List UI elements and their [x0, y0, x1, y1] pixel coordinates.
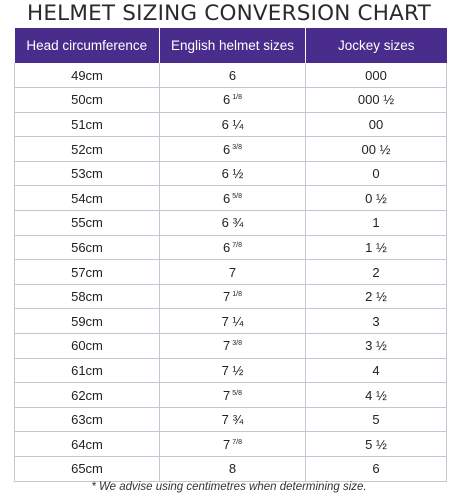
jockey-size-cell: 2 ½ — [306, 284, 447, 309]
jockey-size-cell: 1 — [306, 211, 447, 236]
head-circumference-cell: 55cm — [15, 211, 160, 236]
english-size-value: 8 — [228, 461, 237, 477]
jockey-size-cell: 5 — [306, 407, 447, 432]
head-circumference-cell: 56cm — [15, 235, 160, 260]
table-row — [15, 186, 447, 211]
english-size-value: 7 — [223, 289, 231, 305]
table-body — [15, 63, 447, 481]
table-row — [15, 112, 447, 137]
english-size-value: 7 — [223, 338, 231, 354]
head-circumference-cell: 52cm — [15, 137, 160, 162]
table-row — [15, 235, 447, 260]
english-size-value: 6 ¼ — [221, 116, 244, 132]
english-size-value: 7 ½ — [221, 362, 244, 378]
english-size-value: 7 — [223, 387, 231, 403]
english-helmet-size-cell — [160, 457, 306, 482]
column-header-english-helmet-sizes: English helmet sizes — [160, 28, 306, 63]
english-helmet-size-cell — [160, 407, 306, 432]
english-size-value: 6 — [223, 141, 231, 157]
jockey-size-cell: 1 ½ — [306, 235, 447, 260]
english-size-value: 7 ¾ — [221, 412, 244, 428]
table-row — [15, 161, 447, 186]
english-helmet-size-cell — [160, 88, 306, 113]
english-size-value: 6 ¾ — [221, 215, 244, 231]
english-size-value: 7 ¼ — [221, 313, 244, 329]
head-circumference-cell: 50cm — [15, 88, 160, 113]
head-circumference-cell: 64cm — [15, 432, 160, 457]
table-row — [15, 334, 447, 359]
english-size-value: 6 — [228, 67, 237, 83]
english-size-fraction: 5/8 — [232, 389, 242, 397]
head-circumference-cell: 61cm — [15, 358, 160, 383]
english-helmet-size-cell — [160, 186, 306, 211]
head-circumference-cell: 57cm — [15, 260, 160, 285]
sizing-table — [14, 28, 447, 482]
english-helmet-size-cell — [160, 309, 306, 334]
head-circumference-cell: 62cm — [15, 383, 160, 408]
jockey-size-cell: 3 — [306, 309, 447, 334]
english-helmet-size-cell — [160, 358, 306, 383]
english-helmet-size-cell — [160, 432, 306, 457]
english-size-value: 6 — [223, 239, 231, 255]
head-circumference-cell: 59cm — [15, 309, 160, 334]
english-helmet-size-cell — [160, 63, 306, 88]
jockey-size-cell: 3 ½ — [306, 334, 447, 359]
english-size-value: 6 — [223, 92, 231, 108]
english-helmet-size-cell — [160, 334, 306, 359]
head-circumference-cell: 53cm — [15, 161, 160, 186]
table-row — [15, 284, 447, 309]
jockey-size-cell: 6 — [306, 457, 447, 482]
table-row — [15, 358, 447, 383]
english-size-fraction: 7/8 — [232, 241, 242, 249]
head-circumference-cell: 49cm — [15, 63, 160, 88]
english-size-value: 7 — [223, 436, 231, 452]
english-helmet-size-cell — [160, 383, 306, 408]
english-helmet-size-cell — [160, 137, 306, 162]
table-row — [15, 88, 447, 113]
jockey-size-cell: 00 — [306, 112, 447, 137]
english-size-fraction: 1/8 — [232, 291, 242, 299]
english-helmet-size-cell — [160, 112, 306, 137]
column-header-head-circumference: Head circumference — [15, 28, 160, 63]
english-size-value: 6 — [223, 190, 231, 206]
table-row — [15, 432, 447, 457]
jockey-size-cell: 000 ½ — [306, 88, 447, 113]
table-row — [15, 457, 447, 482]
table-header — [15, 28, 447, 63]
table-row — [15, 211, 447, 236]
jockey-size-cell: 2 — [306, 260, 447, 285]
english-size-fraction: 1/8 — [232, 94, 242, 102]
jockey-size-cell: 5 ½ — [306, 432, 447, 457]
head-circumference-cell: 63cm — [15, 407, 160, 432]
english-helmet-size-cell — [160, 260, 306, 285]
jockey-size-cell: 00 ½ — [306, 137, 447, 162]
footnote: * We advise using centimetres when determining size. — [91, 481, 367, 493]
english-size-value: 6 ½ — [221, 166, 244, 182]
english-size-fraction: 5/8 — [232, 192, 242, 200]
page-title: HELMET SIZING CONVERSION CHART — [27, 1, 431, 26]
table-row — [15, 260, 447, 285]
english-size-value: 7 — [228, 264, 237, 280]
english-size-fraction: 3/8 — [232, 340, 242, 348]
english-helmet-size-cell — [160, 211, 306, 236]
column-header-jockey-sizes: Jockey sizes — [306, 28, 447, 63]
english-helmet-size-cell — [160, 161, 306, 186]
head-circumference-cell: 65cm — [15, 457, 160, 482]
jockey-size-cell: 0 ½ — [306, 186, 447, 211]
jockey-size-cell: 0 — [306, 161, 447, 186]
jockey-size-cell: 000 — [306, 63, 447, 88]
jockey-size-cell: 4 — [306, 358, 447, 383]
head-circumference-cell: 54cm — [15, 186, 160, 211]
table-row — [15, 309, 447, 334]
english-size-fraction: 7/8 — [232, 438, 242, 446]
head-circumference-cell: 51cm — [15, 112, 160, 137]
table-row — [15, 407, 447, 432]
table-row — [15, 137, 447, 162]
head-circumference-cell: 58cm — [15, 284, 160, 309]
table-row — [15, 63, 447, 88]
table-row — [15, 383, 447, 408]
jockey-size-cell: 4 ½ — [306, 383, 447, 408]
english-helmet-size-cell — [160, 284, 306, 309]
english-size-fraction: 3/8 — [232, 143, 242, 151]
english-helmet-size-cell — [160, 235, 306, 260]
head-circumference-cell: 60cm — [15, 334, 160, 359]
